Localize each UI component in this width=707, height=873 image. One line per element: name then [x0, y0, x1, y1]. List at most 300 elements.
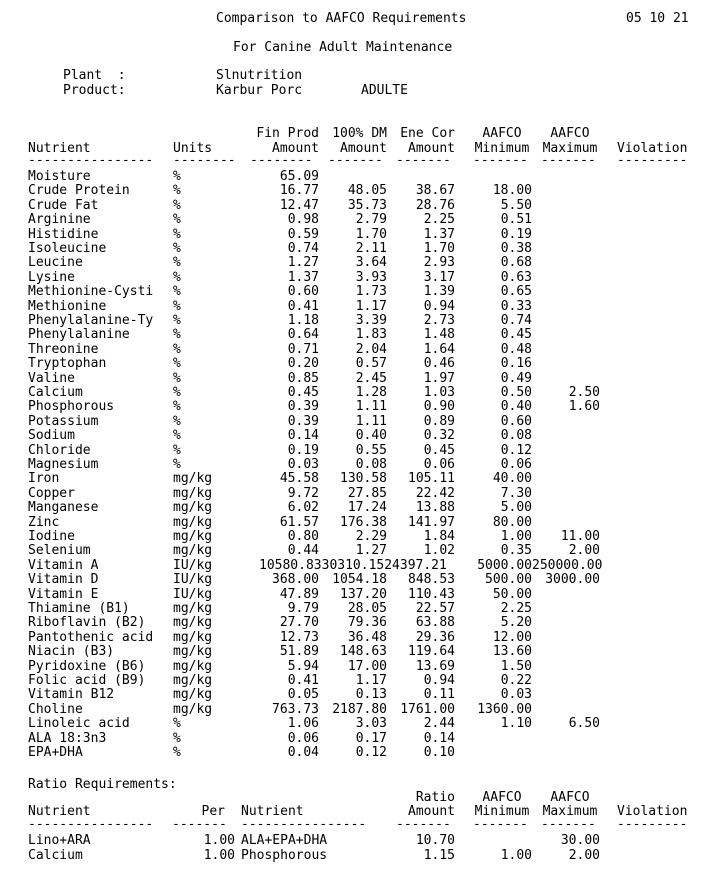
row-ene: 0.90 [423, 399, 455, 415]
row-units: % [173, 745, 181, 760]
row-nutrient: Pantothenic acid [28, 629, 154, 645]
report-date: 05 10 21 [626, 11, 689, 26]
row-nutrient: Moisture [28, 169, 91, 184]
row-nutrient: Zinc [28, 514, 60, 530]
row-nutrient: Calcium [28, 385, 83, 400]
ratio-row-nutrient: Lino+ARA [28, 833, 91, 848]
row-units: mg/kg [173, 701, 213, 717]
row-nutrient: Sodium [28, 428, 75, 444]
row-ene: 2.73 [423, 313, 455, 328]
row-ene: 1.70 [423, 241, 455, 256]
row-ene: 1.37 [423, 226, 455, 242]
col-violation: Violation [617, 141, 688, 156]
ratio-dash-max: ------- [541, 817, 596, 832]
ratio-row-min: 1.00 [500, 848, 532, 863]
row-dm: 148.63 [340, 644, 387, 660]
row-dm: 0.08 [355, 457, 387, 472]
row-fin-prod: 61.57 [279, 514, 319, 530]
ratio-col-violation: Violation [617, 804, 688, 819]
row-ene: 22.42 [415, 485, 455, 501]
row-min: 80.00 [492, 514, 532, 530]
row-fin-prod: 1.18 [287, 313, 319, 328]
row-nutrient: Chloride [28, 442, 91, 458]
row-units: % [173, 284, 181, 300]
row-min: 18.00 [492, 183, 532, 199]
row-fin-prod: 0.85 [287, 370, 319, 386]
row-ene: 38.67 [415, 183, 455, 199]
row-max: 2.50 [568, 385, 600, 400]
row-fin-prod: 1.37 [287, 269, 319, 285]
row-units: % [173, 442, 181, 458]
row-fin-prod: 10580.8330310.1524397.21 [259, 557, 447, 573]
row-ene: 1.03 [423, 385, 455, 400]
row-fin-prod: 0.45 [287, 385, 319, 400]
row-dm: 1.17 [355, 673, 387, 688]
row-min: 1.10 [500, 716, 532, 732]
row-nutrient: Vitamin B12 [28, 687, 115, 703]
row-min: 40.00 [492, 471, 532, 487]
col-nutrient: Nutrient [28, 141, 91, 156]
row-ene: 29.36 [415, 629, 455, 645]
row-fin-prod: 12.47 [279, 197, 319, 213]
row-ene: 2.25 [423, 212, 455, 228]
row-fin-prod: 9.79 [287, 601, 319, 616]
row-fin-prod: 47.89 [279, 586, 319, 602]
row-dm: 0.55 [355, 442, 387, 458]
ratio-row-per: 1.00 [203, 833, 235, 848]
row-units: IU/kg [173, 557, 213, 573]
row-dm: 1.73 [355, 284, 387, 300]
row-fin-prod: 0.19 [287, 442, 319, 458]
dash-dm: ------- [328, 153, 383, 168]
col-max-line2: Maximum [542, 141, 598, 156]
row-units: mg/kg [173, 658, 213, 674]
ratio-col-per: Per [201, 804, 225, 819]
ratio-col-ratio-line2: Amount [408, 804, 455, 819]
row-units: % [173, 413, 181, 429]
row-nutrient: Crude Fat [28, 197, 99, 213]
dash-max: ------- [541, 153, 596, 168]
ratio-dash-ratio: ------- [396, 817, 451, 832]
row-nutrient: Isoleucine [28, 241, 107, 256]
row-fin-prod: 0.39 [287, 413, 319, 429]
row-ene: 110.43 [408, 586, 455, 602]
row-units: % [173, 356, 181, 372]
row-dm: 27.85 [347, 485, 387, 501]
row-min: 0.45 [500, 327, 532, 343]
ratio-dash-nutrient2: ---------------- [241, 817, 367, 832]
row-nutrient: Tryptophan [28, 356, 107, 372]
row-dm: 2.11 [355, 241, 387, 256]
row-fin-prod: 0.74 [287, 241, 319, 256]
row-nutrient: Folic acid (B9) [28, 673, 146, 688]
row-min: 0.63 [500, 269, 532, 285]
row-fin-prod: 0.03 [287, 457, 319, 472]
row-units: mg/kg [173, 601, 213, 616]
row-min: 2.25 [500, 601, 532, 616]
product-label: Product: [63, 83, 126, 98]
row-min: 0.48 [500, 341, 532, 357]
col-units: Units [173, 141, 213, 156]
row-min: 50.00 [492, 586, 532, 602]
row-nutrient: Selenium [28, 543, 91, 559]
row-nutrient: Copper [28, 485, 75, 501]
row-dm: 35.73 [347, 197, 387, 213]
row-min: 0.06 [500, 457, 532, 472]
ratio-dash-per: ------- [172, 817, 227, 832]
row-nutrient: Phenylalanine [28, 327, 130, 343]
row-ene: 0.14 [423, 730, 455, 746]
row-nutrient: Crude Protein [28, 183, 130, 199]
row-nutrient: Methionine [28, 298, 107, 314]
row-nutrient: Niacin (B3) [28, 644, 115, 660]
row-max: 6.50 [568, 716, 600, 732]
dash-fin: -------- [250, 153, 313, 168]
row-min: 0.33 [500, 298, 532, 314]
row-fin-prod: 27.70 [279, 615, 319, 631]
col-fin-prod-line2: Amount [272, 141, 319, 156]
row-units: % [173, 212, 181, 228]
col-fin-prod-line1: Fin Prod [256, 126, 319, 141]
dash-min: ------- [473, 153, 528, 168]
row-min: 13.60 [492, 644, 532, 660]
row-min: 0.19 [500, 226, 532, 242]
row-min: 0.38 [500, 241, 532, 256]
row-ene: 3.17 [423, 269, 455, 285]
row-ene: 13.69 [415, 658, 455, 674]
row-fin-prod: 0.98 [287, 212, 319, 228]
ratio-col-min-line1: AAFCO [482, 790, 522, 805]
row-nutrient: Iodine [28, 529, 75, 544]
col-ene-line1: Ene Cor [400, 126, 455, 141]
dash-ene: ------- [396, 153, 451, 168]
row-ene: 0.10 [423, 745, 455, 760]
ratio-row-amount: 10.70 [415, 833, 455, 848]
ratio-row-nutrient2: Phosphorous [241, 848, 328, 863]
row-min: 0.68 [500, 255, 532, 271]
row-fin-prod: 9.72 [287, 485, 319, 501]
row-fin-prod: 0.14 [287, 428, 319, 444]
row-fin-prod: 1.27 [287, 255, 319, 271]
row-nutrient: Iron [28, 471, 60, 487]
ratio-dash-min: ------- [473, 817, 528, 832]
plant-value: Slnutrition [216, 68, 303, 83]
row-min: 5.50 [500, 197, 532, 213]
row-ene: 1.64 [423, 341, 455, 357]
row-dm: 3.64 [355, 255, 387, 271]
row-fin-prod: 1.06 [287, 716, 319, 732]
row-nutrient: Vitamin A [28, 557, 99, 573]
row-ene: 1.39 [423, 284, 455, 300]
row-dm: 28.05 [347, 601, 387, 616]
row-ene: 22.57 [415, 601, 455, 616]
row-min: 5.20 [500, 615, 532, 631]
row-units: mg/kg [173, 485, 213, 501]
row-units: % [173, 313, 181, 328]
row-min: 0.08 [500, 428, 532, 444]
row-ene: 2.93 [423, 255, 455, 271]
row-ene: 1.48 [423, 327, 455, 343]
ratio-row-nutrient2: ALA+EPA+DHA [241, 833, 328, 848]
row-min: 5000.00 [477, 557, 532, 573]
row-units: mg/kg [173, 514, 213, 530]
row-min: 7.30 [500, 485, 532, 501]
ratio-col-nutrient2: Nutrient [241, 804, 304, 819]
row-min: 0.16 [500, 356, 532, 372]
row-ene: 1.84 [423, 529, 455, 544]
row-nutrient: Linoleic acid [28, 716, 130, 732]
row-units: mg/kg [173, 529, 213, 544]
row-dm: 1.28 [355, 385, 387, 400]
row-ene: 141.97 [408, 514, 455, 530]
row-ene: 0.45 [423, 442, 455, 458]
row-nutrient: Choline [28, 701, 83, 717]
row-dm: 36.48 [347, 629, 387, 645]
row-ene: 28.76 [415, 197, 455, 213]
ratio-dash-vio: --------- [617, 817, 688, 832]
row-units: mg/kg [173, 629, 213, 645]
row-dm: 1054.18 [332, 572, 387, 588]
row-dm: 2.79 [355, 212, 387, 228]
ratio-col-ratio-line1: Ratio [415, 790, 455, 805]
row-min: 0.65 [500, 284, 532, 300]
dash-units: -------- [173, 153, 236, 168]
ratio-col-nutrient: Nutrient [28, 804, 91, 819]
row-dm: 0.12 [355, 745, 387, 760]
col-dm-line1: 100% DM [332, 126, 387, 141]
row-dm: 130.58 [340, 471, 387, 487]
ratio-dash-nutrient: ---------------- [28, 817, 154, 832]
row-nutrient: Leucine [28, 255, 83, 271]
row-fin-prod: 0.59 [287, 226, 319, 242]
row-nutrient: Thiamine (B1) [28, 601, 130, 616]
row-ene: 0.89 [423, 413, 455, 429]
row-min: 0.49 [500, 370, 532, 386]
row-units: mg/kg [173, 615, 213, 631]
row-min: 1.00 [500, 529, 532, 544]
product-value: Karbur Porc [216, 83, 303, 98]
row-nutrient: Pyridoxine (B6) [28, 658, 146, 674]
row-nutrient: Magnesium [28, 457, 99, 472]
row-dm: 0.40 [355, 428, 387, 444]
row-dm: 0.57 [355, 356, 387, 372]
row-min: 5.00 [500, 500, 532, 516]
row-ene: 0.94 [423, 673, 455, 688]
row-units: mg/kg [173, 644, 213, 660]
ratio-title: Ratio Requirements: [28, 777, 177, 792]
row-units: % [173, 399, 181, 415]
row-max: 250000.00 [532, 557, 603, 573]
row-dm: 1.11 [355, 413, 387, 429]
ratio-row-max: 2.00 [568, 848, 600, 863]
row-fin-prod: 0.44 [287, 543, 319, 559]
row-nutrient: ALA 18:3n3 [28, 730, 107, 746]
row-ene: 0.46 [423, 356, 455, 372]
row-units: % [173, 428, 181, 444]
row-min: 1360.00 [477, 701, 532, 717]
row-units: % [173, 716, 181, 732]
row-units: % [173, 370, 181, 386]
row-fin-prod: 51.89 [279, 644, 319, 660]
row-min: 0.03 [500, 687, 532, 703]
row-units: % [173, 327, 181, 343]
row-dm: 3.03 [355, 716, 387, 732]
row-nutrient: EPA+DHA [28, 745, 83, 760]
row-dm: 0.17 [355, 730, 387, 746]
row-dm: 3.39 [355, 313, 387, 328]
row-nutrient: Lysine [28, 269, 75, 285]
ratio-row-nutrient: Calcium [28, 848, 83, 863]
row-nutrient: Threonine [28, 341, 99, 357]
row-fin-prod: 16.77 [279, 183, 319, 199]
row-dm: 3.93 [355, 269, 387, 285]
row-units: % [173, 298, 181, 314]
row-ene: 1761.00 [400, 701, 455, 717]
row-dm: 0.13 [355, 687, 387, 703]
row-units: mg/kg [173, 687, 213, 703]
row-dm: 2187.80 [332, 701, 387, 717]
row-ene: 0.94 [423, 298, 455, 314]
row-units: % [173, 385, 181, 400]
row-dm: 2.04 [355, 341, 387, 357]
row-nutrient: Valine [28, 370, 75, 386]
row-min: 0.51 [500, 212, 532, 228]
row-nutrient: Methionine-Cysti [28, 284, 154, 300]
row-ene: 0.32 [423, 428, 455, 444]
row-min: 1.50 [500, 658, 532, 674]
row-units: % [173, 255, 181, 271]
row-units: mg/kg [173, 500, 213, 516]
row-ene: 1.02 [423, 543, 455, 559]
row-dm: 2.29 [355, 529, 387, 544]
row-nutrient: Riboflavin (B2) [28, 615, 146, 631]
col-min-line1: AAFCO [482, 126, 522, 141]
row-max: 2.00 [568, 543, 600, 559]
row-max: 11.00 [560, 529, 600, 544]
row-ene: 0.06 [423, 457, 455, 472]
row-units: % [173, 169, 181, 184]
row-dm: 1.27 [355, 543, 387, 559]
row-dm: 1.17 [355, 298, 387, 314]
row-dm: 17.00 [347, 658, 387, 674]
row-dm: 1.11 [355, 399, 387, 415]
row-dm: 1.70 [355, 226, 387, 242]
row-nutrient: Manganese [28, 500, 99, 516]
row-dm: 79.36 [347, 615, 387, 631]
row-fin-prod: 0.60 [287, 284, 319, 300]
row-fin-prod: 0.39 [287, 399, 319, 415]
row-fin-prod: 0.71 [287, 341, 319, 357]
row-min: 0.74 [500, 313, 532, 328]
row-min: 0.35 [500, 543, 532, 559]
ratio-row-per: 1.00 [203, 848, 235, 863]
ratio-row-max: 30.00 [560, 833, 600, 848]
row-min: 0.22 [500, 673, 532, 688]
row-units: % [173, 341, 181, 357]
row-units: % [173, 269, 181, 285]
row-dm: 17.24 [347, 500, 387, 516]
row-min: 0.40 [500, 399, 532, 415]
row-ene: 119.64 [408, 644, 455, 660]
row-nutrient: Vitamin D [28, 572, 99, 588]
row-min: 0.60 [500, 413, 532, 429]
row-dm: 176.38 [340, 514, 387, 530]
row-max: 1.60 [568, 399, 600, 415]
row-ene: 848.53 [408, 572, 455, 588]
row-fin-prod: 0.41 [287, 298, 319, 314]
col-ene-line2: Amount [408, 141, 455, 156]
row-fin-prod: 0.20 [287, 356, 319, 372]
row-max: 3000.00 [545, 572, 600, 588]
row-nutrient: Phenylalanine-Ty [28, 313, 154, 328]
row-ene: 63.88 [415, 615, 455, 631]
row-ene: 105.11 [408, 471, 455, 487]
row-fin-prod: 368.00 [272, 572, 319, 588]
row-dm: 48.05 [347, 183, 387, 199]
row-ene: 2.44 [423, 716, 455, 732]
row-units: % [173, 730, 181, 746]
report-title: Comparison to AAFCO Requirements [216, 11, 467, 26]
row-units: IU/kg [173, 572, 213, 588]
row-ene: 13.88 [415, 500, 455, 516]
report-subtitle: For Canine Adult Maintenance [233, 40, 453, 55]
row-fin-prod: 0.80 [287, 529, 319, 544]
row-fin-prod: 65.09 [279, 169, 319, 184]
row-units: % [173, 197, 181, 213]
row-fin-prod: 0.64 [287, 327, 319, 343]
row-fin-prod: 763.73 [272, 701, 319, 717]
row-units: % [173, 241, 181, 256]
row-units: % [173, 226, 181, 242]
row-min: 0.12 [500, 442, 532, 458]
ratio-col-max-line1: AAFCO [550, 790, 590, 805]
row-nutrient: Histidine [28, 226, 99, 242]
ratio-row-amount: 1.15 [423, 848, 455, 863]
row-ene: 0.11 [423, 687, 455, 703]
row-units: mg/kg [173, 543, 213, 559]
row-units: IU/kg [173, 586, 213, 602]
row-min: 12.00 [492, 629, 532, 645]
row-fin-prod: 0.04 [287, 745, 319, 760]
row-fin-prod: 12.73 [279, 629, 319, 645]
col-dm-line2: Amount [340, 141, 387, 156]
plant-label: Plant : [63, 68, 126, 83]
row-dm: 137.20 [340, 586, 387, 602]
row-units: % [173, 457, 181, 472]
ratio-col-max-line2: Maximum [542, 804, 598, 819]
row-fin-prod: 0.05 [287, 687, 319, 703]
row-nutrient: Potassium [28, 413, 99, 429]
row-fin-prod: 5.94 [287, 658, 319, 674]
row-dm: 2.45 [355, 370, 387, 386]
dash-vio: --------- [617, 153, 688, 168]
row-fin-prod: 45.58 [279, 471, 319, 487]
product-extra: ADULTE [361, 83, 408, 98]
row-units: % [173, 183, 181, 199]
row-nutrient: Phosphorous [28, 399, 115, 415]
row-fin-prod: 6.02 [287, 500, 319, 516]
row-min: 0.50 [500, 385, 532, 400]
row-min: 500.00 [485, 572, 532, 588]
row-ene: 1.97 [423, 370, 455, 386]
row-nutrient: Vitamin E [28, 586, 99, 602]
ratio-col-min-line2: Minimum [474, 804, 530, 819]
col-max-line1: AAFCO [550, 126, 590, 141]
row-nutrient: Arginine [28, 212, 91, 228]
col-min-line2: Minimum [474, 141, 530, 156]
row-units: mg/kg [173, 471, 213, 487]
row-fin-prod: 0.41 [287, 673, 319, 688]
